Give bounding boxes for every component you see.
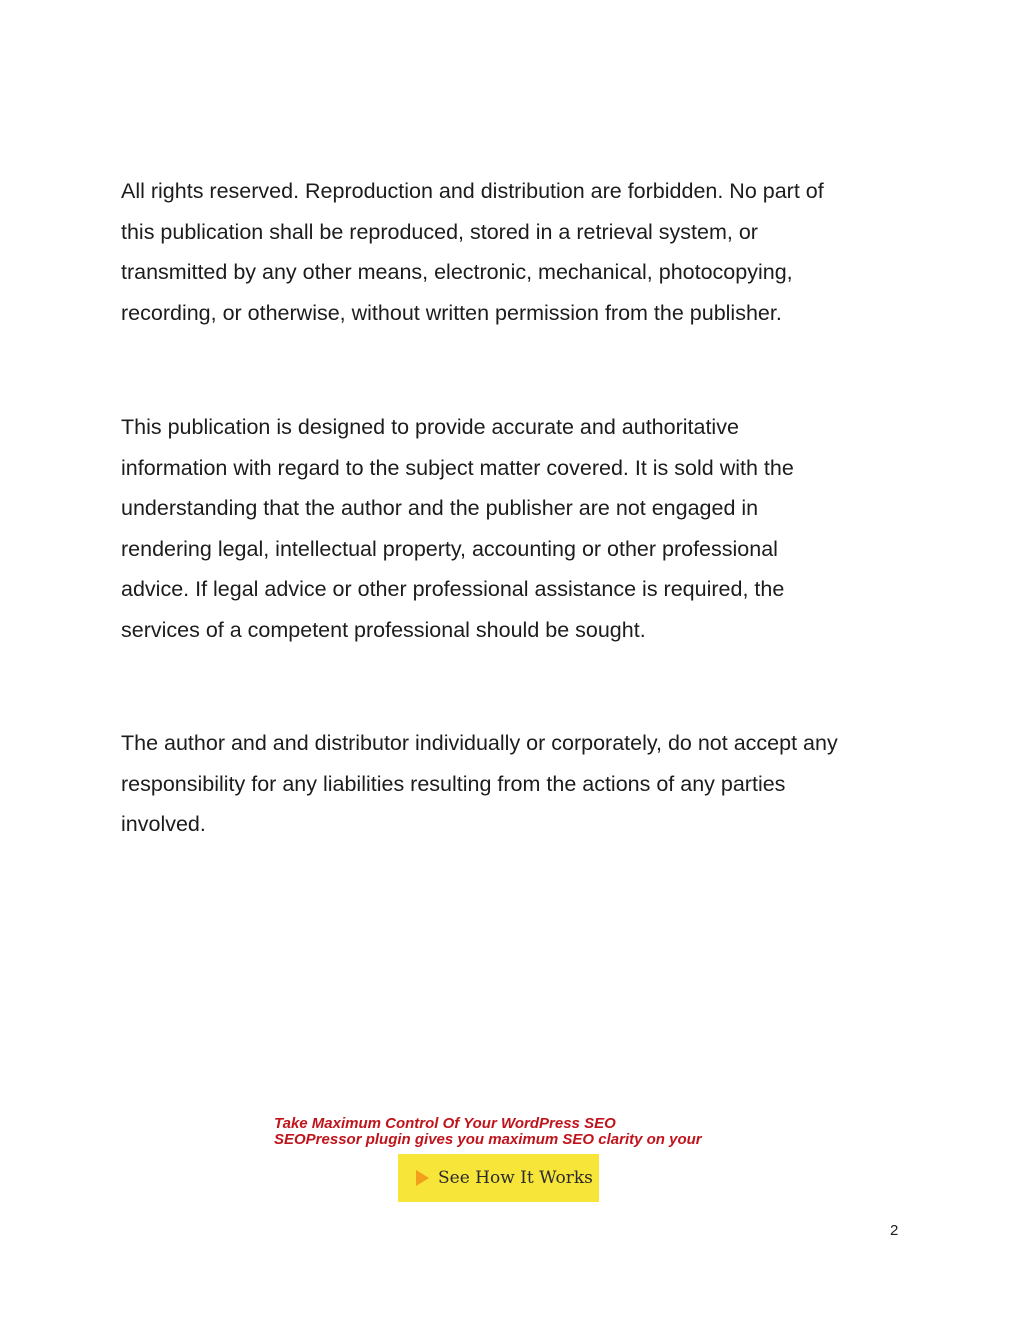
paragraph-line: information with regard to the subject matter covered. It is sold with the — [121, 455, 794, 480]
promo-headline[interactable]: Take Maximum Control Of Your WordPress SEO — [274, 1115, 616, 1132]
paragraph-line: rendering legal, intellectual property, accounting or other professional — [121, 536, 778, 561]
see-how-it-works-button[interactable] — [398, 1154, 599, 1202]
paragraph-line: transmitted by any other means, electronic, mechanical, photocopying, — [121, 260, 793, 284]
paragraph-line: recording, or otherwise, without written permission from the publisher. — [121, 300, 782, 325]
paragraph-line: The author and and distributor individually or corporately, do not accept any — [121, 731, 838, 755]
promo-subline[interactable]: SEOPressor plugin gives you maximum SEO clarity on your — [274, 1131, 702, 1148]
play-triangle-icon — [416, 1170, 429, 1186]
paragraph-line: advice. If legal advice or other professional assistance is required, the — [121, 577, 785, 601]
liability-paragraph — [121, 723, 921, 845]
paragraph-line: this publication shall be reproduced, stored in a retrieval system, or — [121, 219, 758, 244]
promo-link[interactable] — [274, 1116, 702, 1148]
paragraph-line: This publication is designed to provide accurate and authoritative — [121, 415, 739, 439]
paragraph-line: understanding that the author and the publisher are not engaged in — [121, 496, 759, 520]
page-number: 2 — [890, 1222, 899, 1239]
paragraph-line: responsibility for any liabilities resulting from the actions of any parties — [121, 771, 786, 796]
cta-label: See How It Works — [438, 1168, 593, 1188]
paragraph-line: services of a competent professional should be sought. — [121, 617, 646, 642]
disclaimer-paragraph — [121, 407, 921, 650]
copyright-paragraph — [121, 171, 921, 333]
paragraph-line: All rights reserved. Reproduction and distribution are forbidden. No part of — [121, 179, 824, 203]
paragraph-line: involved. — [121, 812, 206, 836]
